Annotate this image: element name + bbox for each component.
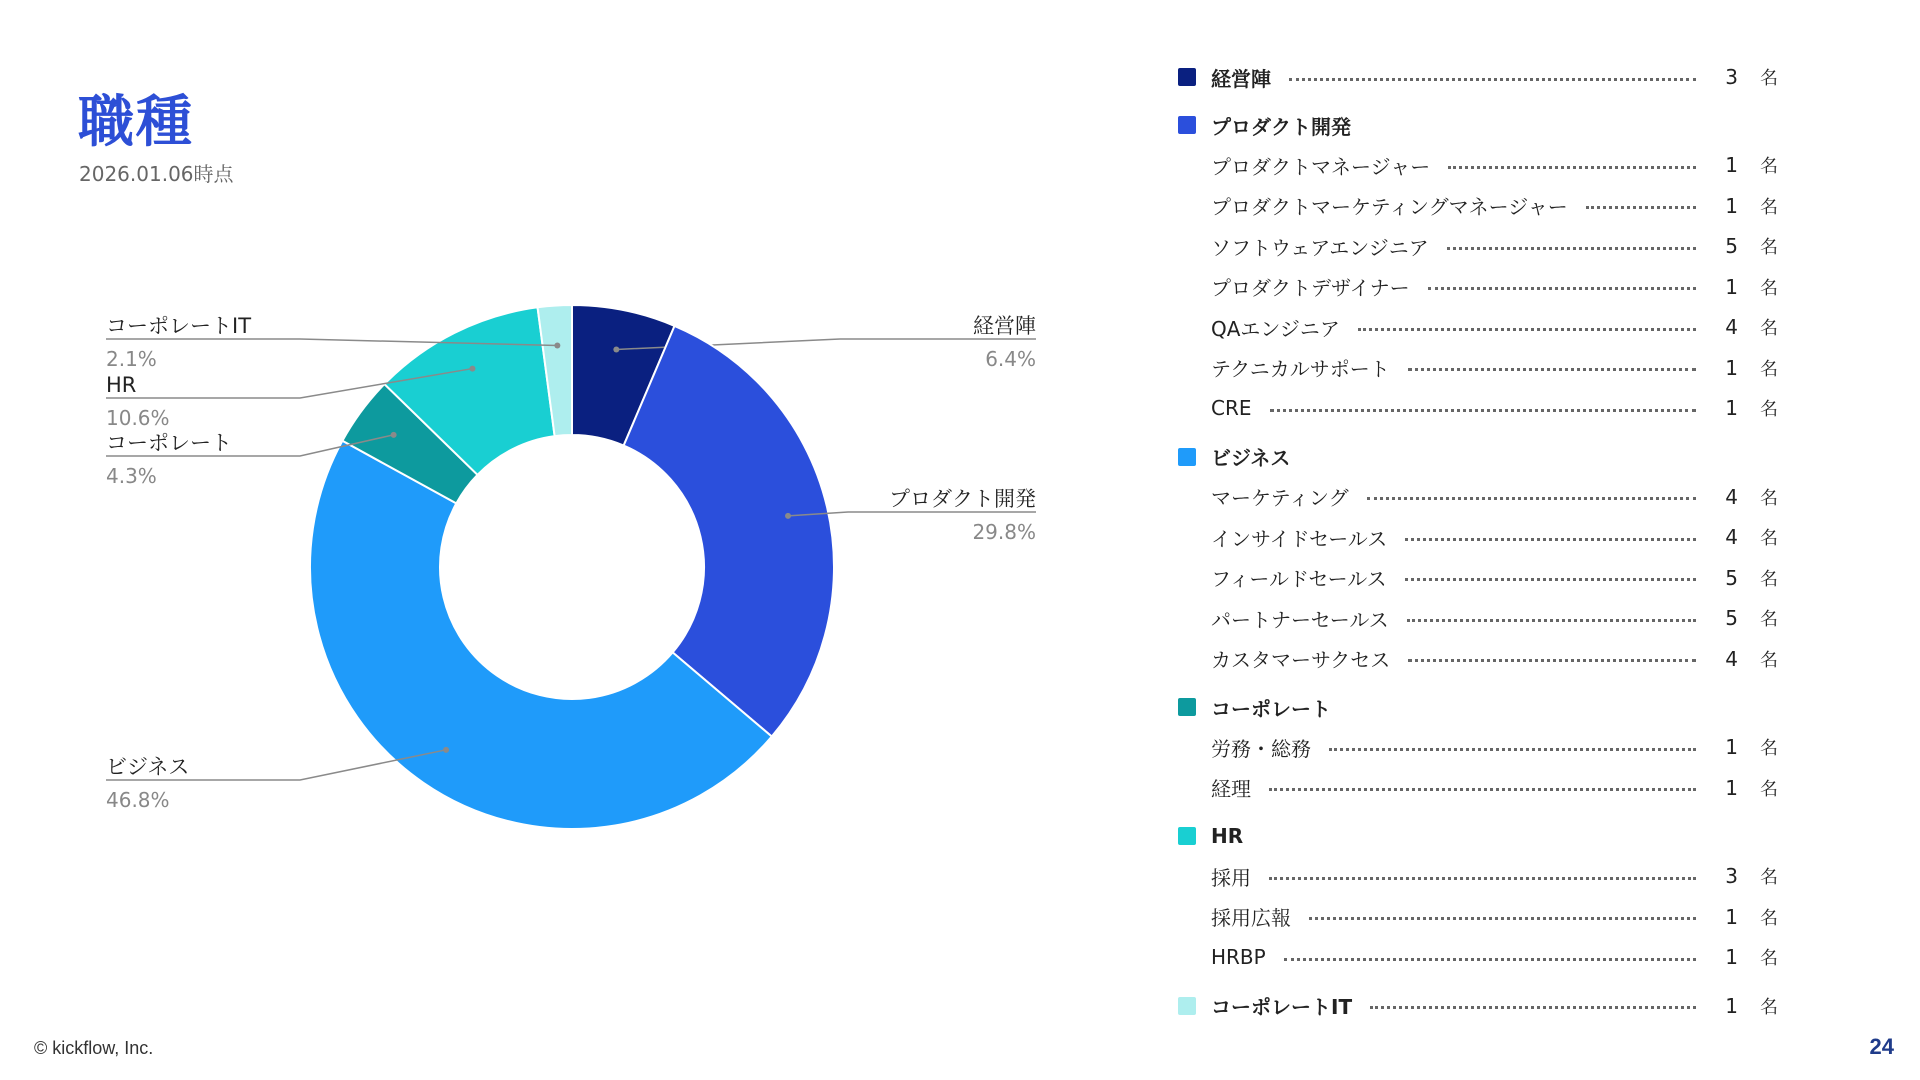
headcount: 1 [1725, 735, 1738, 759]
legend-item-ソフトウェアエンジニア [1178, 231, 1778, 261]
slice-label-コーポレートIT: コーポレートIT [106, 314, 252, 338]
headcount: 1 [1725, 274, 1738, 299]
legend-label: QAエンジニア [1211, 316, 1340, 341]
headcount-unit: 名 [1760, 399, 1778, 420]
legend-label: HR [1211, 824, 1244, 848]
dot-leader [1367, 497, 1696, 500]
slice-percent-経営陣: 6.4% [985, 347, 1036, 371]
headcount-unit: 名 [1760, 649, 1778, 671]
headcount: 4 [1725, 315, 1738, 339]
headcount: 1 [1725, 396, 1738, 420]
headcount-unit: 名 [1760, 277, 1778, 299]
slice-percent-HR: 10.6% [106, 406, 170, 430]
legend-label: 採用 [1211, 865, 1251, 890]
page-title: 職種 [78, 90, 194, 155]
headcount-unit: 名 [1760, 318, 1778, 339]
legend-label: コーポレートIT [1211, 995, 1353, 1019]
legend-category-経営陣 [1178, 62, 1778, 92]
legend-item-テクニカルサポート [1178, 353, 1778, 383]
legend-item-HRBP [1178, 942, 1778, 972]
headcount-unit: 名 [1760, 358, 1778, 380]
dot-leader [1428, 287, 1696, 290]
legend-item-マーケティング [1178, 482, 1778, 512]
donut-chart [0, 0, 1080, 900]
headcount: 3 [1725, 864, 1738, 888]
headcount: 1 [1725, 355, 1738, 380]
legend-label: 経理 [1211, 777, 1251, 801]
legend-item-CRE [1178, 393, 1778, 423]
legend-label: 経営陣 [1211, 66, 1271, 91]
copyright: © kickflow, Inc. [34, 1038, 154, 1058]
dot-leader [1289, 78, 1696, 81]
headcount: 5 [1725, 565, 1738, 590]
headcount: 4 [1725, 525, 1738, 549]
legend-label: プロダクトデザイナー [1211, 276, 1410, 300]
legend-category-ビジネス [1178, 442, 1778, 472]
headcount: 1 [1725, 945, 1738, 969]
legend-label: インサイドセールス [1211, 526, 1388, 551]
legend-swatch [1178, 68, 1196, 86]
legend-label: コーポレート [1211, 696, 1331, 721]
dot-leader [1448, 166, 1696, 169]
dot-leader [1269, 877, 1696, 880]
legend-label: カスタマーサクセス [1211, 648, 1391, 672]
headcount: 3 [1725, 65, 1738, 89]
headcount: 5 [1725, 234, 1738, 258]
legend-item-労務・総務 [1178, 732, 1778, 762]
slice-percent-ビジネス: 46.8% [106, 788, 170, 812]
dot-leader [1408, 368, 1696, 371]
legend-category-HR [1178, 821, 1778, 851]
slice-label-コーポレート: コーポレート [106, 431, 232, 455]
headcount: 1 [1725, 153, 1738, 177]
as-of-date: 2026.01.06時点 [79, 162, 234, 186]
legend-label: HRBP [1211, 945, 1266, 969]
legend-category-コーポレートIT [1178, 991, 1778, 1021]
headcount-unit: 名 [1760, 996, 1778, 1018]
headcount-unit: 名 [1760, 778, 1778, 800]
legend-swatch [1178, 827, 1196, 845]
slice-label-ビジネス: ビジネス [106, 755, 190, 779]
headcount-unit: 名 [1760, 948, 1778, 969]
headcount: 1 [1725, 904, 1738, 929]
dot-leader [1329, 748, 1696, 751]
legend-label: プロダクトマネージャー [1211, 154, 1431, 179]
legend-swatch [1178, 448, 1196, 466]
legend-swatch [1178, 698, 1196, 716]
dot-leader [1269, 788, 1696, 791]
headcount: 5 [1725, 606, 1738, 630]
legend-category-プロダクト開発 [1178, 110, 1778, 140]
headcount-unit: 名 [1760, 907, 1778, 929]
legend-item-パートナーセールス [1178, 603, 1778, 633]
legend-item-採用広報 [1178, 902, 1778, 932]
legend-label: フィールドセールス [1211, 567, 1387, 591]
legend-item-インサイドセールス [1178, 522, 1778, 552]
dot-leader [1358, 328, 1696, 331]
legend-item-採用 [1178, 861, 1778, 891]
dot-leader [1447, 247, 1696, 250]
headcount-unit: 名 [1760, 487, 1778, 509]
headcount-unit: 名 [1760, 68, 1778, 89]
legend-swatch [1178, 116, 1196, 134]
dot-leader [1407, 619, 1696, 622]
legend-item-プロダクトマーケティングマネージャー [1178, 191, 1778, 221]
headcount-unit: 名 [1760, 196, 1778, 218]
page-number: 24 [1869, 1034, 1894, 1059]
dot-leader [1284, 958, 1696, 961]
headcount-unit: 名 [1760, 156, 1778, 177]
legend-label: プロダクトマーケティングマネージャー [1211, 195, 1568, 219]
dot-leader [1408, 659, 1696, 662]
headcount-unit: 名 [1760, 609, 1778, 630]
dot-leader [1309, 917, 1696, 920]
slice-label-経営陣: 経営陣 [973, 314, 1036, 338]
dot-leader [1270, 409, 1697, 412]
headcount-unit: 名 [1760, 867, 1778, 888]
headcount: 1 [1725, 993, 1738, 1018]
legend-label: ソフトウェアエンジニア [1211, 235, 1429, 260]
legend-item-QAエンジニア [1178, 312, 1778, 342]
legend-label: ビジネス [1211, 446, 1291, 470]
dot-leader [1405, 538, 1696, 541]
legend-label: 労務・総務 [1211, 736, 1311, 761]
legend-item-フィールドセールス [1178, 563, 1778, 593]
legend-label: マーケティング [1211, 486, 1349, 510]
dot-leader [1405, 578, 1696, 581]
slice-percent-コーポレートIT: 2.1% [106, 347, 157, 371]
slice-percent-プロダクト開発: 29.8% [972, 520, 1036, 544]
legend-label: プロダクト開発 [1211, 114, 1351, 139]
headcount-unit: 名 [1760, 237, 1778, 258]
headcount: 1 [1725, 193, 1738, 218]
dot-leader [1586, 206, 1696, 209]
legend-category-コーポレート [1178, 692, 1778, 722]
legend-item-カスタマーサクセス [1178, 644, 1778, 674]
headcount-unit: 名 [1760, 738, 1778, 759]
legend-item-プロダクトデザイナー [1178, 272, 1778, 302]
headcount-unit: 名 [1760, 528, 1778, 549]
headcount: 4 [1725, 484, 1738, 509]
slice-label-HR: HR [106, 373, 137, 397]
dot-leader [1370, 1006, 1696, 1009]
legend-label: パートナーセールス [1211, 607, 1389, 632]
slice-percent-コーポレート: 4.3% [106, 464, 157, 488]
legend-item-経理 [1178, 773, 1778, 803]
legend-label: テクニカルサポート [1211, 357, 1390, 381]
headcount: 1 [1725, 775, 1738, 800]
headcount-unit: 名 [1760, 568, 1778, 590]
legend-item-プロダクトマネージャー [1178, 150, 1778, 180]
slice-label-プロダクト開発: プロダクト開発 [889, 487, 1036, 511]
legend-label: CRE [1211, 396, 1252, 420]
headcount: 4 [1725, 646, 1738, 671]
legend-label: 採用広報 [1211, 906, 1291, 930]
legend-swatch [1178, 997, 1196, 1015]
